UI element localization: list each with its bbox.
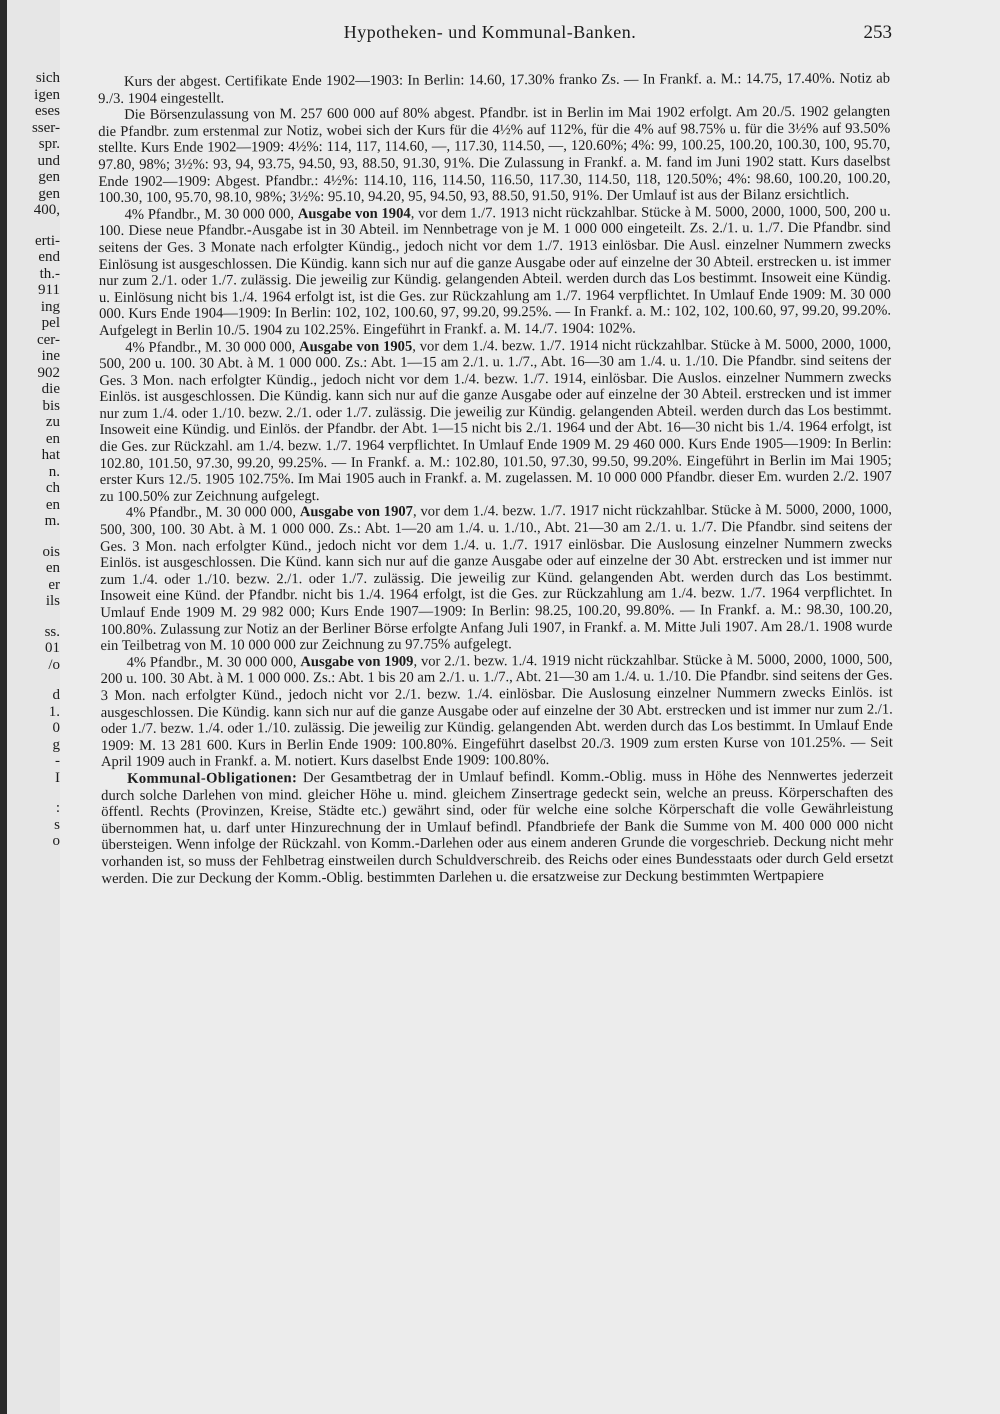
previous-page-fragment: ois <box>42 543 60 560</box>
issue-1909-heading: Ausgabe von 1909 <box>300 653 414 670</box>
previous-page-fragment: ine <box>41 348 60 364</box>
page-number: 253 <box>863 22 892 43</box>
previous-page-fragment: spr. <box>38 136 60 152</box>
paragraph-issue-1909 <box>101 651 893 771</box>
issue-1905-heading: Ausgabe von 1905 <box>299 338 413 355</box>
issue-1904-heading: Ausgabe von 1904 <box>297 205 411 222</box>
issue-1907-heading: Ausgabe von 1907 <box>299 504 413 521</box>
binding-shadow <box>0 0 7 1414</box>
previous-page-fragment: o <box>52 833 60 849</box>
previous-page-fragment: ch <box>45 480 60 496</box>
previous-page-fragment: m. <box>44 513 60 529</box>
previous-page-fragment: pel <box>41 315 60 331</box>
previous-page-fragment: /o <box>48 656 60 673</box>
previous-page-fragment: gen <box>38 169 60 185</box>
previous-page-fragment <box>8 673 60 687</box>
issue-1905-text: , vor dem 1./4. bezw. 1./7. 1914 nicht rückzahlbar. Stücke à M. 5000, 2000, 1000, 500, 200 u. 100. 30 Abt. à M. 1 000 000. Zs.: Abt. 1—15 am 2./1. u. 1./7., Abt. 16—30 am 1./4. u. 1./10. Die Pfandbr. sind seitens der Ges. 3 Mon. nach erfolgter Kündig., jedoch nicht vor dem 1./4. bezw. 1./7. 1914, einlösbar. Die Auslos. einzelner Nummern zwecks Einlös. ist ausgeschlossen. Die Kündig. kann sich nur auf die ganze Ausgabe oder auf einzelne der 30 Abteil. erstrecken und ist immer nur zum 1./4. oder 1./10. bezw. 2./1. oder 1./7. zulässig. Die jeweilig zur Kündig. gelangenden Abteil. werden durch das Los bestimmt. Insoweit eine Kündig. und Einlös. der Pfandbr. der Abt. 1—15 nicht bis 2./1. 1964 und der Abt. 16—30 nicht bis 1./4. 1964 erfolgt, ist die Ges. zur Rückzahl. am 1./4. bezw. 1./7. 1964 verpflichtet. In Umlauf Ende 1909 M. 29 460 000. Kurs Ende 1905—1909: In Berlin: 102.80, 101.50, 97.30, 99.20, 99.25%. — In Frankf. a. M.: 102.80, 101.50, 97.30, 99.50, 99.20%. Eingeführt in Berlin im Mai 1905; erster Kurs 12./5. 1905 102.75%. Im Mai 1905 auch in Frankf. a. M. zugelassen. M. 10 000 000 Pfandbr. dieser Em. wurden 2./2. 1907 zu 100.50% zur Zeichnung aufgelegt. <box>99 336 892 505</box>
previous-page-fragment: 911 <box>38 282 60 298</box>
previous-page-fragment: 1. <box>48 703 60 720</box>
previous-page-fragment: und <box>37 152 60 169</box>
previous-page-edge <box>0 0 60 1414</box>
previous-page-fragment: eses <box>35 103 60 119</box>
previous-page-fragment: cer- <box>36 331 60 348</box>
previous-page-fragment: : <box>55 800 60 816</box>
issue-1904-intro: 4% Pfandbr., M. 30 000 000, <box>124 205 298 223</box>
issue-1905-intro: 4% Pfandbr., M. 30 000 000, <box>125 338 300 356</box>
paragraph-certificate-prices: Kurs der abgest. Certifikate Ende 1902—1903: In Berlin: 14.60, 17.30% franko Zs. — In Frankf. a. M.: 14.75, 17.40%. Notiz ab 9./3. 1904 eingestellt. <box>98 70 891 107</box>
paragraph-issue-1904 <box>99 203 892 339</box>
previous-page-fragment: ss. <box>44 623 60 640</box>
previous-page-fragment: ing <box>40 298 60 315</box>
previous-page-fragment: en <box>45 560 60 576</box>
kommunal-obligationen-text: Der Gesamtbetrag der in Umlauf befindl. Komm.-Oblig. muss in Höhe des Nennwertes jederzeit durch solche Darlehen von mind. gleicher Höhe u. mind. gleichem Zinsertrage gedeckt sein, welche an preuss. Körperschaften des öffentl. Rechts (Provinzen, Kreise, Städte etc.) gewährt sind, oder für welche eine solche Körperschaft die volle Gewährleistung übernommen hat, u. darf unter Hinzurechnung der in Umlauf befindl. Pfandbriefe der Bank die Summe von M. 400 000 000 nicht übersteigen. Wenn infolge der Rückzahl. von Komm.-Darlehen oder aus einem anderen Grunde die vorgeschrieb. Deckung nicht mehr vorhanden ist, so muss der Fehlbetrag einstweilen durch Schuldverschreib. des Reichs oder eines Bundesstaats oder durch Geld ersetzt werden. Die zur Deckung der Komm.-Oblig. bestimmten Darlehen u. die ersatzweise zur Deckung bestimmten Wertpapiere <box>101 767 894 887</box>
previous-page-fragment: I <box>55 769 60 786</box>
previous-page-fragment: g <box>52 736 60 753</box>
previous-page-fragment: 400, <box>33 202 60 218</box>
previous-page-fragment: en <box>45 430 60 447</box>
previous-page-fragment: 01 <box>45 640 60 656</box>
previous-page-fragment: n. <box>48 463 60 480</box>
previous-page-fragment: end <box>38 249 60 265</box>
kommunal-obligationen-heading: Kommunal-Obligationen: <box>127 770 298 787</box>
previous-page-fragment: erti- <box>35 232 60 249</box>
previous-page-fragment: - <box>55 753 60 769</box>
previous-page-fragment: sser- <box>31 119 60 136</box>
page-header <box>88 22 892 46</box>
previous-page-fragment <box>8 610 60 624</box>
previous-page-fragment: bis <box>42 397 60 414</box>
previous-page-fragment: d <box>52 687 60 703</box>
paragraph-issue-1905 <box>99 336 892 505</box>
page-body <box>98 71 896 1404</box>
previous-page-fragment <box>8 786 60 800</box>
paragraph-kommunal-obligationen <box>101 767 893 887</box>
previous-page-fragment: gen <box>38 185 60 202</box>
previous-page-fragment: 902 <box>37 364 60 381</box>
paragraph-stock-exchange-admission: Die Börsenzulassung von M. 257 600 000 auf 80% abgest. Pfandbr. ist in Berlin im Mai 1902 erfolgt. Am 20./5. 1902 gelangten die Pfandbr. zum erstenmal zur Notiz, wobei sich der Kurs für die 4½% auf 112%, für die 4% auf 98.75% u. für die 3½% auf 93.50% stellte. Kurs Ende 1902—1909: 4½%: 114, 117, 114.60, —, 117.30, 114.50, —, 120.60%; 4%: 99, 100.25, 100.20, 100.30, 100, 95.70, 97.80, 98%; 3½%: 93, 94, 93.75, 94.50, 93, 88.50, 91.30, 91%. Die Zulassung in Frankf. a. M. fand im Juni 1902 statt. Kurs daselbst Ende 1902—1909: Abgest. Pfandbr.: 4½%: 114.10, 116, 114.50, 116.50, 117.30, 114.50, 118, 120.50%; 4%: 98.60, 100.20, 100.20, 100.30, 100, 95.70, 98.10, 98%; 3½%: 95.10, 94.20, 95, 94.50, 93, 88.50, 91.50, 91%. Der Umlauf ist aus der Bilanz ersichtlich. <box>98 103 891 207</box>
issue-1907-text: , vor dem 1./4. bezw. 1./7. 1917 nicht rückzahlbar. Stücke à M. 5000, 2000, 1000, 500, 300, 100. 30 Abt. à M. 1 000 000. Zs.: Abt. 1—20 am 1./4. u. 1./10., Abt. 21—30 am 2./1. u. 1./7. Die Pfandbr. sind seitens der Ges. 3 Mon. nach erfolgter Künd., jedoch nicht vor dem 1./4. u. 1./7. 1917 einlösbar. Die Auslosung einzelner Nummern zwecks Einlös. ist ausgeschlossen. Die Künd. kann sich nur auf die ganze Ausgabe oder auf einzelne der 30 Abt. erstrecken und ist immer nur zum 1./4. oder 1./10. bezw. 2./1. oder 1./7. zulässig. Die jeweilig zur Künd. gelangenden Abt. werden durch das Los bestimmt. Insoweit eine Künd. der Pfandbr. nicht bis 1./4. 1964 erfolgt, ist die Ges. zur Rückzahlung am 1./4. bezw. 1./7. 1964 verpflichtet. In Umlauf Ende 1909 M. 29 982 000; Kurs Ende 1907—1909: In Berlin: 98.25, 100.20, 99.80%. — In Frankf. a. M.: 98.30, 100.20, 100.80%. Zulassung zur Notiz an der Berliner Börse erfolgte Anfang Juli 1907, in Frankf. a. M. Mitte Juli 1907. Am 28./1. 1908 wurde ein Teilbetrag von M. 10 000 000 zur Zeichnung zu 97.75% aufgelegt. <box>99 501 893 655</box>
previous-page-fragment: die <box>41 381 60 397</box>
previous-page-fragment <box>8 530 60 544</box>
previous-page-fragment: sich <box>35 70 60 86</box>
previous-page-fragment: 0 <box>52 720 60 736</box>
previous-page-fragment: er <box>48 576 60 593</box>
previous-page-fragment: hat <box>41 447 60 463</box>
previous-page-fragment: igen <box>34 86 60 103</box>
paragraph-issue-1907 <box>100 502 893 655</box>
issue-1909-intro: 4% Pfandbr., M. 30 000 000, <box>126 653 301 671</box>
issue-1909-text: , vor 2./1. bezw. 1./4. 1919 nicht rückzahlbar. Stücke à M. 5000, 2000, 1000, 500, 200 u. 100. 30 Abt. à M. 1 000 000. Zs.: Abt. 1 bis 20 am 2./1. u. 1./7., Abt. 21—30 am 1./4. u. 1./10. Die Pfandbr. sind seitens der Ges. 3 Mon. nach erfolgter Künd., jedoch nicht vor 2./1. bezw. 1./4. einlösbar. Die Auslosung einzelner Nummern zwecks Einlös. ist ausgeschlossen. Die Kündig. kann sich nur auf die ganze Ausgabe oder auf einzelne der 30 Abt. erstrecken und ist immer nur zum 2./1. oder 1./7. bezw. 1./4. oder 1./10. zulässig. Die jeweilig zur Kündig. gelangenden Abt. werden durch das Los bestimmt. In Umlauf Ende 1909: M. 13 281 600. Kurs in Berlin Ende 1909: 100.80%. Eingeführt daselbst 20./3. 1909 zum ersten Kurse von 101.25%. — Seit April 1909 auch in Frankf. a. M. notiert. Kurs daselbst Ende 1909: 100.80%. <box>100 651 893 771</box>
previous-page-fragment: en <box>45 496 60 513</box>
previous-page-fragment: th.- <box>39 265 60 282</box>
previous-page-text-fragments <box>8 70 60 850</box>
running-title: Hypotheken- und Kommunal-Banken. <box>343 22 637 42</box>
previous-page-fragment: s <box>54 816 60 833</box>
previous-page-fragment: zu <box>45 414 60 430</box>
issue-1907-intro: 4% Pfandbr., M. 30 000 000, <box>125 504 300 522</box>
previous-page-fragment <box>8 219 60 233</box>
issue-1904-text: , vor dem 1./7. 1913 nicht rückzahlbar. Stücke à M. 5000, 2000, 1000, 500, 200 u. 100. Diese neue Pfandbr.-Ausgabe ist in 30 Abteil. im Nennbetrage von je M. 1 000 000 eingeteilt. Zs. 2./1. u. 1./7. Die Pfandbr. sind seitens der Ges. 3 Monate nach erfolgter Kündig., jedoch nicht vor dem 1./7. 1913 einlösbar. Die Ausl. einzelner Nummern zwecks Einlösung ist ausgeschlossen. Die Kündig. kann sich nur auf die ganze Ausgabe oder auf einzelne der 30 Abteil. erstrecken u. ist immer nur zum 2./1. oder 1./7. zulässig. Die jeweilig zur Kündig. gelangenden Abteil. werden durch das Los bestimmt. Insoweit eine Kündig. u. Einlösung nicht bis 1./4. 1964 erfolgt ist, ist die Ges. zur Rückzahlung am 1./7. 1964 verpflichtet. In Umlauf Ende 1909: M. 30 000 000. Kurs Ende 1904—1909: In Berlin: 102, 102, 100.60, 97, 99.20, 99.25%. — In Frankf. a. M.: 102, 102, 100.60, 97, 99.20, 99.20%. Aufgelegt in Berlin 10./5. 1904 zu 102.25%. Eingeführt in Frankf. a. M. 14./7. 1904: 102%. <box>98 203 892 339</box>
previous-page-fragment: ils <box>45 593 60 609</box>
